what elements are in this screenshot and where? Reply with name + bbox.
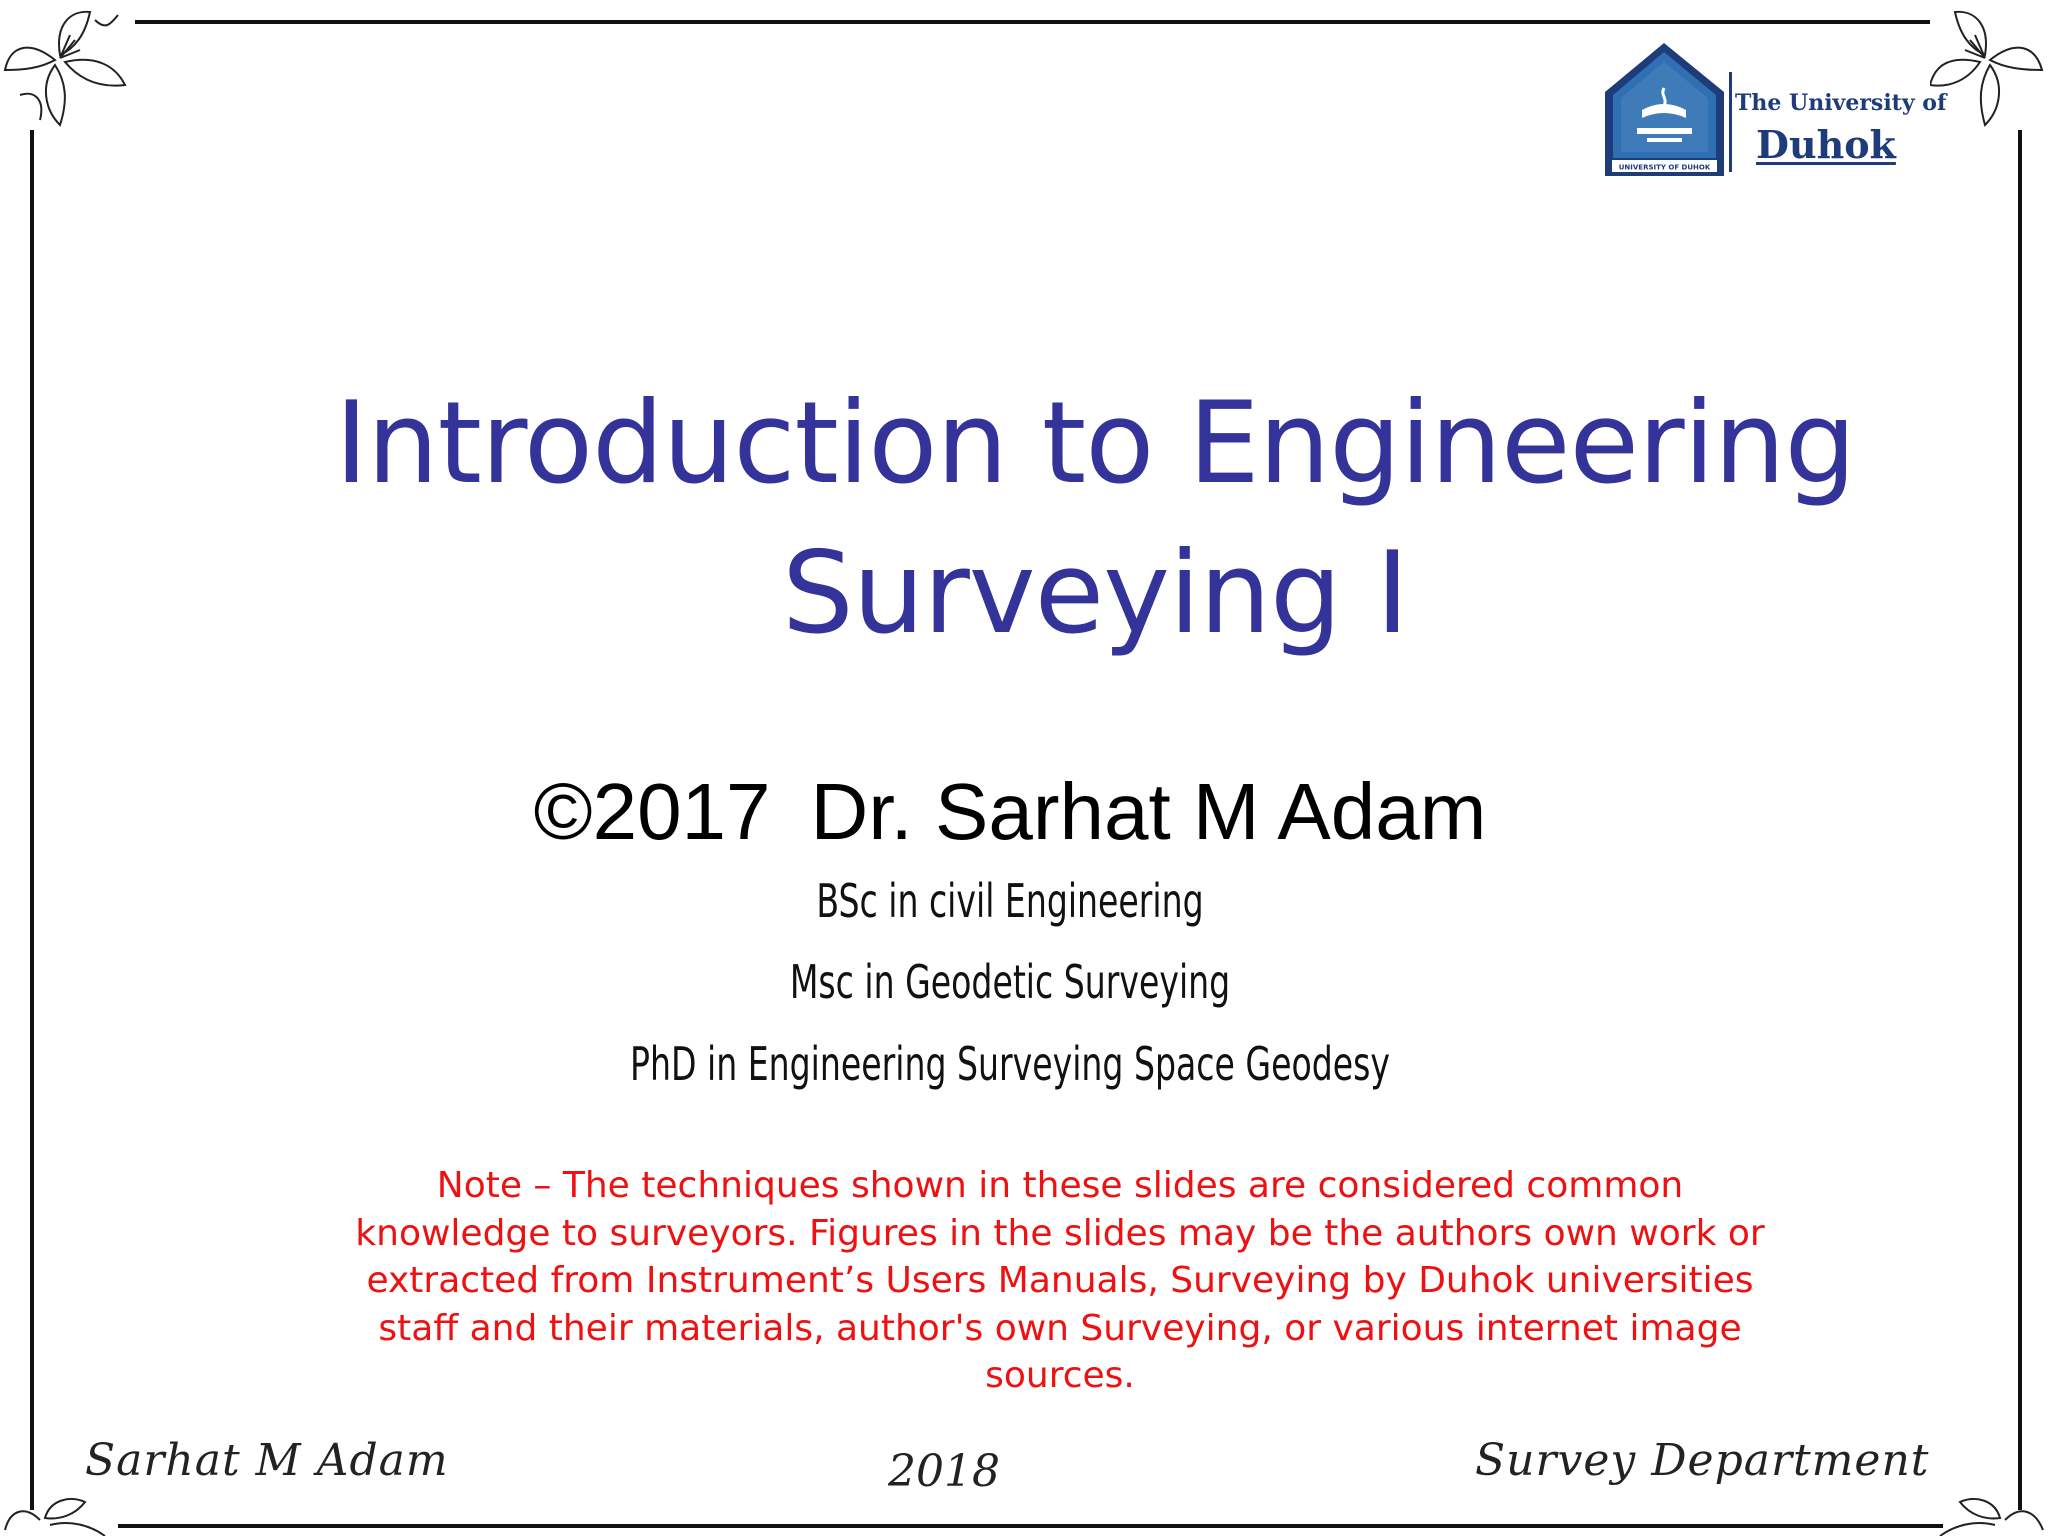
footer-year: 2018	[888, 1446, 1000, 1497]
logo-divider	[1729, 72, 1732, 172]
top-border-line	[135, 20, 1930, 24]
author-line	[300, 766, 1720, 858]
lily-flower-icon	[0, 1490, 110, 1536]
lily-flower-icon	[1930, 0, 2048, 140]
left-border-line	[30, 130, 34, 1510]
lily-flower-icon	[1935, 1490, 2048, 1536]
disclaimer-note: Note – The techniques shown in these slides are considered common knowledge to surveyors. Figures in the slides may be the authors own work or extracted from Instrument’s Users Manuals, Surveying by Duhok universities staff and their materials, author's own Surveying, or various internet image sources.	[355, 1165, 1765, 1396]
logo-top-text: The University of	[1735, 90, 1947, 116]
bottom-border-line	[118, 1524, 1943, 1528]
university-shield-icon	[1602, 40, 1727, 180]
logo-university-name: Duhok	[1756, 122, 1896, 167]
author-year: ©2017	[533, 767, 771, 856]
lily-flower-icon	[0, 0, 140, 140]
slide-title: Introduction to Engineering Surveying I	[334, 377, 1856, 659]
right-border-line	[2018, 130, 2022, 1510]
credential-bsc: BSc in civil Engineering	[816, 874, 1204, 928]
author-name: Dr. Sarhat M Adam	[810, 767, 1487, 856]
footer-author: Sarhat M Adam	[85, 1435, 449, 1486]
credential-phd: PhD in Engineering Surveying Space Geodesy	[630, 1037, 1390, 1091]
logo-band-text: UNIVERSITY OF DUHOK	[1618, 163, 1711, 172]
footer-department: Survey Department	[1475, 1435, 1930, 1486]
university-logo	[1602, 40, 1947, 180]
credential-msc: Msc in Geodetic Surveying	[789, 955, 1231, 1009]
